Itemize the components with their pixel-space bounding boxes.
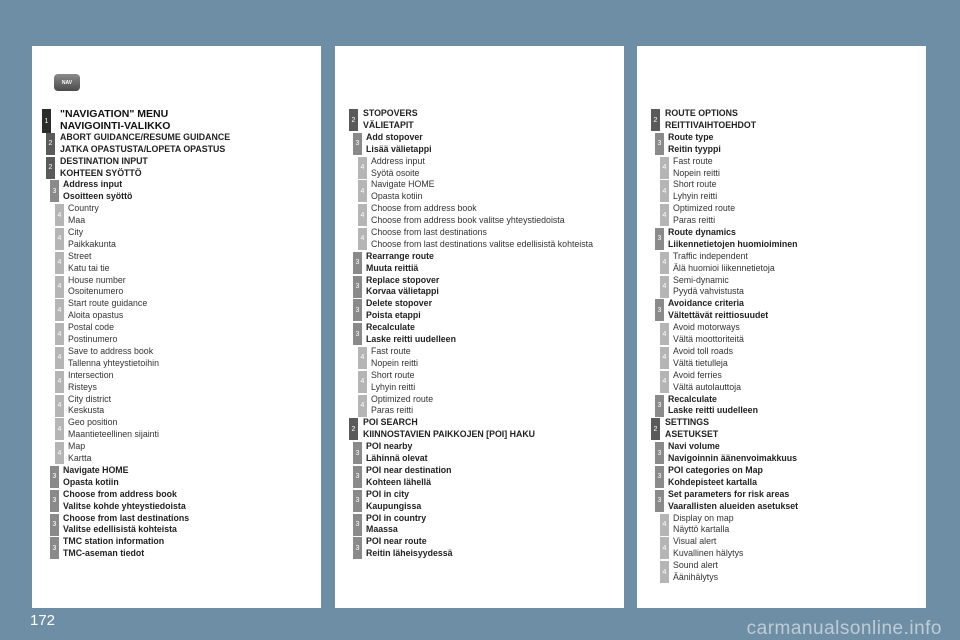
menu-item-label-fi: ASETUKSET [665,429,719,440]
menu-item [637,227,926,251]
level-badge: 4 [358,347,367,369]
menu-tree-1 [32,108,321,560]
menu-item-label-en: POI in city [366,488,410,499]
menu-item [335,203,624,227]
level-badge: 3 [353,490,362,512]
level-badge: 3 [353,323,362,345]
level-badge: 3 [50,490,59,512]
menu-item-label-fi: TMC-aseman tiedot [63,548,145,559]
menu-item [637,465,926,489]
menu-item-label-en: Optimized route [673,203,736,214]
menu-item-text [366,322,622,346]
menu-item-label-en: Choose from address book [63,488,177,499]
page-number: 172 [30,612,56,629]
menu-item [32,441,321,465]
menu-item [32,108,321,132]
menu-item [32,394,321,418]
level-badge: 4 [55,204,64,226]
level-badge: 4 [660,323,669,345]
menu-item [32,227,321,251]
menu-item-text [366,298,622,322]
menu-column-2 [335,46,624,608]
menu-item-label-en: Navigate HOME [63,464,129,475]
level-badge: 3 [353,133,362,155]
level-badge: 3 [50,180,59,202]
menu-item-text [68,441,319,465]
menu-item [637,560,926,584]
menu-item-label-fi: Kohdepisteet kartalla [668,476,757,487]
level-badge: 4 [660,514,669,536]
menu-item-label-en: Address input [63,179,123,190]
menu-item-text [363,417,622,441]
menu-item-text [68,394,319,418]
menu-item-text [668,132,924,156]
menu-item [335,275,624,299]
menu-item [335,251,624,275]
menu-item [32,322,321,346]
menu-item-label-en: POI SEARCH [363,417,418,428]
menu-item-label-fi: KOHTEEN SYÖTTÖ [60,167,142,178]
menu-item-label-fi: Korvaa välietappi [366,286,439,297]
level-badge: 4 [55,442,64,464]
menu-item-label-fi: VÄLIETAPIT [363,119,414,130]
menu-item-text [68,275,319,299]
menu-item-label-fi: JATKA OPASTUSTA/LOPETA OPASTUS [60,143,226,154]
menu-item-label-en: Choose from address book [371,203,477,214]
menu-item-label-fi: Paikkakunta [68,238,116,249]
menu-item [637,536,926,560]
menu-item-label-fi: Kartta [68,453,92,464]
menu-item-label-en: Fast route [673,155,713,166]
menu-item-text [60,156,319,180]
menu-item-label-en: Choose from last destinations [371,226,487,237]
level-badge: 3 [50,514,59,536]
menu-item-text [63,179,319,203]
menu-item [32,132,321,156]
level-badge: 4 [358,157,367,179]
menu-item-label-fi: Vältä moottoriteitä [673,334,744,345]
menu-item-label-fi: Katu tai tie [68,262,110,273]
menu-item [637,322,926,346]
level-badge: 3 [655,490,664,512]
level-badge: 2 [349,109,358,131]
menu-item-text [371,394,622,418]
menu-item-label-en: Save to address book [68,345,154,356]
menu-item [335,417,624,441]
menu-item-label-en: Route type [668,131,714,142]
menu-item [637,417,926,441]
menu-item [637,441,926,465]
menu-item-label-fi: Lyhyin reitti [673,191,718,202]
menu-item [335,179,624,203]
menu-item-label-en: POI in country [366,512,427,523]
menu-item-label-en: ABORT GUIDANCE/RESUME GUIDANCE [60,131,231,142]
menu-item-label-en: Choose from last destinations [63,512,190,523]
level-badge: 4 [358,371,367,393]
menu-item-text [371,370,622,394]
menu-item [32,536,321,560]
menu-item-text [673,322,924,346]
menu-item-label-en: Replace stopover [366,274,440,285]
menu-item-text [366,513,622,537]
menu-item-text [366,489,622,513]
menu-item-label-en: Intersection [68,369,114,380]
level-badge: 3 [50,537,59,559]
menu-item-label-fi: Choose from address book valitse yhteystiedoista [371,215,565,226]
menu-item-label-en: Avoidance criteria [668,298,744,309]
menu-item-label-en: Fast route [371,345,411,356]
level-badge: 3 [353,299,362,321]
level-badge: 4 [660,561,669,583]
menu-item-text [673,156,924,180]
menu-item-text [673,536,924,560]
menu-item-label-fi: Postinumero [68,334,118,345]
menu-item-text [668,394,924,418]
level-badge: 3 [655,395,664,417]
menu-item-label-en: Start route guidance [68,298,148,309]
menu-item-text [68,417,319,441]
menu-item [335,441,624,465]
menu-item [32,156,321,180]
menu-item-text [63,465,319,489]
level-badge: 4 [55,395,64,417]
level-badge: 3 [353,276,362,298]
menu-item-label-fi: Liikennetietojen huomioiminen [668,238,798,249]
menu-item-label-en: Optimized route [371,393,434,404]
menu-item-text [68,370,319,394]
menu-item-label-fi: Tallenna yhteystietoihin [68,357,159,368]
menu-item-text [371,346,622,370]
menu-item [637,251,926,275]
menu-item-text [366,536,622,560]
menu-item [335,489,624,513]
menu-item-label-fi: Lyhyin reitti [371,381,416,392]
menu-item-label-en: SETTINGS [665,417,709,428]
level-badge: 2 [46,157,55,179]
menu-item-label-en: Visual alert [673,536,717,547]
menu-item-text [371,227,622,251]
menu-item-label-en: Avoid toll roads [673,345,733,356]
menu-item-text [366,132,622,156]
menu-item-text [366,441,622,465]
menu-item [32,465,321,489]
menu-item [335,536,624,560]
menu-item-label-fi: Choose from last destinations valitse edellisistä kohteista [371,238,593,249]
menu-item-label-en: POI categories on Map [668,464,763,475]
level-badge: 4 [660,157,669,179]
menu-item-label-fi: Aloita opastus [68,310,124,321]
menu-item-label-en: Add stopover [366,131,423,142]
menu-item-text [68,251,319,275]
menu-item-label-en: Navi volume [668,441,720,452]
level-badge: 4 [660,371,669,393]
menu-item [637,298,926,322]
menu-item-label-en: Recalculate [668,393,717,404]
menu-item-label-en: ROUTE OPTIONS [665,108,738,118]
menu-item-label-fi: Nopein reitti [673,167,720,178]
menu-item-text [668,465,924,489]
menu-item [335,465,624,489]
menu-item-label-fi: Vältä autolauttoja [673,381,741,392]
level-badge: 4 [660,276,669,298]
menu-item-text [68,203,319,227]
menu-item-label-fi: Opasta kotiin [371,191,423,202]
menu-item-label-fi: Kuvallinen hälytys [673,548,744,559]
menu-item-label-fi: Valitse kohde yhteystiedoista [63,500,186,511]
menu-item [32,203,321,227]
level-badge: 4 [55,418,64,440]
menu-item-text [366,275,622,299]
menu-item-label-fi: Syötä osoite [371,167,420,178]
menu-item-label-fi: Osoitenumero [68,286,124,297]
menu-item-label-fi: Maantieteellinen sijainti [68,429,159,440]
menu-item-label-fi: REITTIVAIHTOEHDOT [665,119,757,130]
menu-item-label-fi: Navigoinnin äänenvoimakkuus [668,453,798,464]
menu-item-label-fi: Osoitteen syöttö [63,191,133,202]
level-badge: 4 [55,228,64,250]
menu-item [637,346,926,370]
level-badge: 2 [349,418,358,440]
level-badge: 4 [55,323,64,345]
menu-item-text [673,560,924,584]
watermark: carmanualsonline.info [746,618,942,639]
menu-item-text [673,275,924,299]
menu-item-label-fi: Reitin tyyppi [668,143,721,154]
menu-item-label-fi: Lisää välietappi [366,143,432,154]
menu-item-text [665,417,924,441]
menu-item-text [366,251,622,275]
menu-item-label-fi: Vältettävät reittiosuudet [668,310,769,321]
level-badge: 4 [55,276,64,298]
menu-item-label-en: Traffic independent [673,250,748,261]
menu-item-text [371,203,622,227]
menu-item-text [60,132,319,156]
menu-item-label-en: City [68,226,84,237]
level-badge: 3 [353,252,362,274]
menu-item-text [371,179,622,203]
menu-item-label-en: Map [68,441,86,452]
menu-item-label-en: POI nearby [366,441,413,452]
menu-item-label-fi: Paras reitti [673,215,716,226]
menu-item-text [668,489,924,513]
level-badge: 3 [655,133,664,155]
nav-button-icon: NAV [54,74,80,91]
level-badge: 3 [50,466,59,488]
menu-item-label-fi: Laske reitti uudelleen [668,405,758,416]
level-badge: 2 [651,418,660,440]
menu-item [335,108,624,132]
menu-item-label-en: Delete stopover [366,298,432,309]
menu-item [32,275,321,299]
level-badge: 4 [358,204,367,226]
menu-item-label-en: Short route [673,179,717,190]
menu-item-label-en: Navigate HOME [371,179,435,190]
menu-item-text [63,536,319,560]
menu-item-label-en: Geo position [68,417,118,428]
menu-item-text [68,298,319,322]
menu-item-label-fi: Risteys [68,381,97,392]
menu-item [335,322,624,346]
menu-item [32,179,321,203]
menu-item-label-fi: Valitse edellisistä kohteista [63,524,177,535]
menu-item [637,394,926,418]
menu-item-label-fi: Vältä tietulleja [673,357,728,368]
menu-item-text [366,465,622,489]
menu-item-label-en: Route dynamics [668,226,736,237]
menu-item-label-fi: Muuta reittiä [366,262,419,273]
menu-item [32,251,321,275]
level-badge: 4 [55,299,64,321]
level-badge: 4 [358,180,367,202]
menu-item-label-fi: Kohteen lähellä [366,476,432,487]
menu-item-text [668,298,924,322]
level-badge: 3 [353,442,362,464]
menu-item [637,108,926,132]
level-badge: 4 [660,537,669,559]
menu-item [637,132,926,156]
menu-item-label-en: House number [68,274,126,285]
menu-item-label-en: Display on map [673,512,734,523]
menu-item-label-fi: Äänihälytys [673,572,718,583]
menu-item-label-fi: Maassa [366,524,398,535]
menu-item [335,513,624,537]
menu-item-label-fi: NAVIGOINTI-VALIKKO [60,120,171,132]
menu-item-label-en: POI near destination [366,464,452,475]
level-badge: 4 [660,347,669,369]
menu-item [637,156,926,180]
menu-tree-3 [637,108,926,584]
menu-item-label-en: Semi-dynamic [673,274,729,285]
menu-item-label-en: Set parameters for risk areas [668,488,790,499]
menu-item-label-fi: Nopein reitti [371,357,418,368]
level-badge: 3 [353,514,362,536]
menu-item [637,179,926,203]
menu-item-label-fi: Opasta kotiin [63,476,119,487]
level-badge: 2 [46,133,55,155]
menu-item [335,394,624,418]
menu-item-label-en: Address input [371,155,425,166]
level-badge: 4 [55,371,64,393]
level-badge: 3 [655,228,664,250]
level-badge: 4 [55,252,64,274]
level-badge: 4 [55,347,64,369]
menu-item [335,346,624,370]
level-badge: 3 [655,299,664,321]
menu-item [335,227,624,251]
menu-item-text [371,156,622,180]
menu-item-text [668,227,924,251]
menu-item [32,370,321,394]
level-badge: 1 [42,109,51,133]
menu-item-label-en: Recalculate [366,322,415,333]
menu-item [32,489,321,513]
level-badge: 3 [655,442,664,464]
menu-item-label-fi: Laske reitti uudelleen [366,334,456,345]
menu-item-text [665,108,924,132]
level-badge: 4 [660,204,669,226]
menu-item-text [363,108,622,132]
menu-item [335,370,624,394]
menu-item-label-en: Sound alert [673,560,718,571]
menu-item-text [673,251,924,275]
level-badge: 4 [660,252,669,274]
menu-item-label-fi: Reitin läheisyydessä [366,548,453,559]
menu-item-label-en: Avoid ferries [673,369,722,380]
menu-item [637,513,926,537]
menu-item-text [68,322,319,346]
menu-item-text [63,489,319,513]
level-badge: 3 [353,537,362,559]
menu-tree-2 [335,108,624,560]
menu-item-label-fi: Paras reitti [371,405,414,416]
menu-item-text [68,227,319,251]
menu-item-label-en: STOPOVERS [363,108,418,118]
menu-item [335,156,624,180]
menu-column-1 [32,46,321,608]
menu-item-label-en: TMC station information [63,536,165,547]
menu-item [32,513,321,537]
menu-item-label-en: "NAVIGATION" MENU [60,108,169,120]
level-badge: 4 [660,180,669,202]
menu-item-text [673,346,924,370]
menu-item-label-fi: Maa [68,215,86,226]
menu-item [335,298,624,322]
menu-item-text [673,203,924,227]
menu-item-label-en: Street [68,250,92,261]
menu-item-text [673,179,924,203]
menu-item [637,275,926,299]
level-badge: 4 [358,395,367,417]
menu-item-text [60,108,319,132]
menu-column-3 [637,46,926,608]
menu-item-label-fi: Poista etappi [366,310,421,321]
menu-item [32,417,321,441]
menu-item-text [63,513,319,537]
level-badge: 3 [353,466,362,488]
menu-item-text [668,441,924,465]
menu-item-text [673,370,924,394]
menu-item-label-en: City district [68,393,112,404]
menu-item [335,132,624,156]
level-badge: 3 [655,466,664,488]
menu-item [32,298,321,322]
menu-item-label-fi: KIINNOSTAVIEN PAIKKOJEN [POI] HAKU [363,429,536,440]
menu-item [637,370,926,394]
menu-item-text [68,346,319,370]
menu-item-label-en: Country [68,203,99,214]
menu-item-label-en: DESTINATION INPUT [60,155,148,166]
menu-item-label-en: Rearrange route [366,250,434,261]
level-badge: 2 [651,109,660,131]
menu-item [637,203,926,227]
menu-item [637,489,926,513]
menu-item-label-fi: Keskusta [68,405,105,416]
menu-item-label-fi: Pyydä vahvistusta [673,286,744,297]
level-badge: 4 [358,228,367,250]
menu-item-label-en: Avoid motorways [673,322,740,333]
menu-item-label-fi: Älä huomioi liikennetietoja [673,262,775,273]
menu-item-label-fi: Lähinnä olevat [366,453,428,464]
menu-item-label-fi: Kaupungissa [366,500,422,511]
menu-item-label-en: Short route [371,369,415,380]
menu-item-label-en: POI near route [366,536,427,547]
menu-item-label-fi: Vaarallisten alueiden asetukset [668,500,799,511]
menu-item-text [673,513,924,537]
menu-item [32,346,321,370]
menu-item-label-fi: Näyttö kartalla [673,524,730,535]
menu-item-label-en: Postal code [68,322,114,333]
